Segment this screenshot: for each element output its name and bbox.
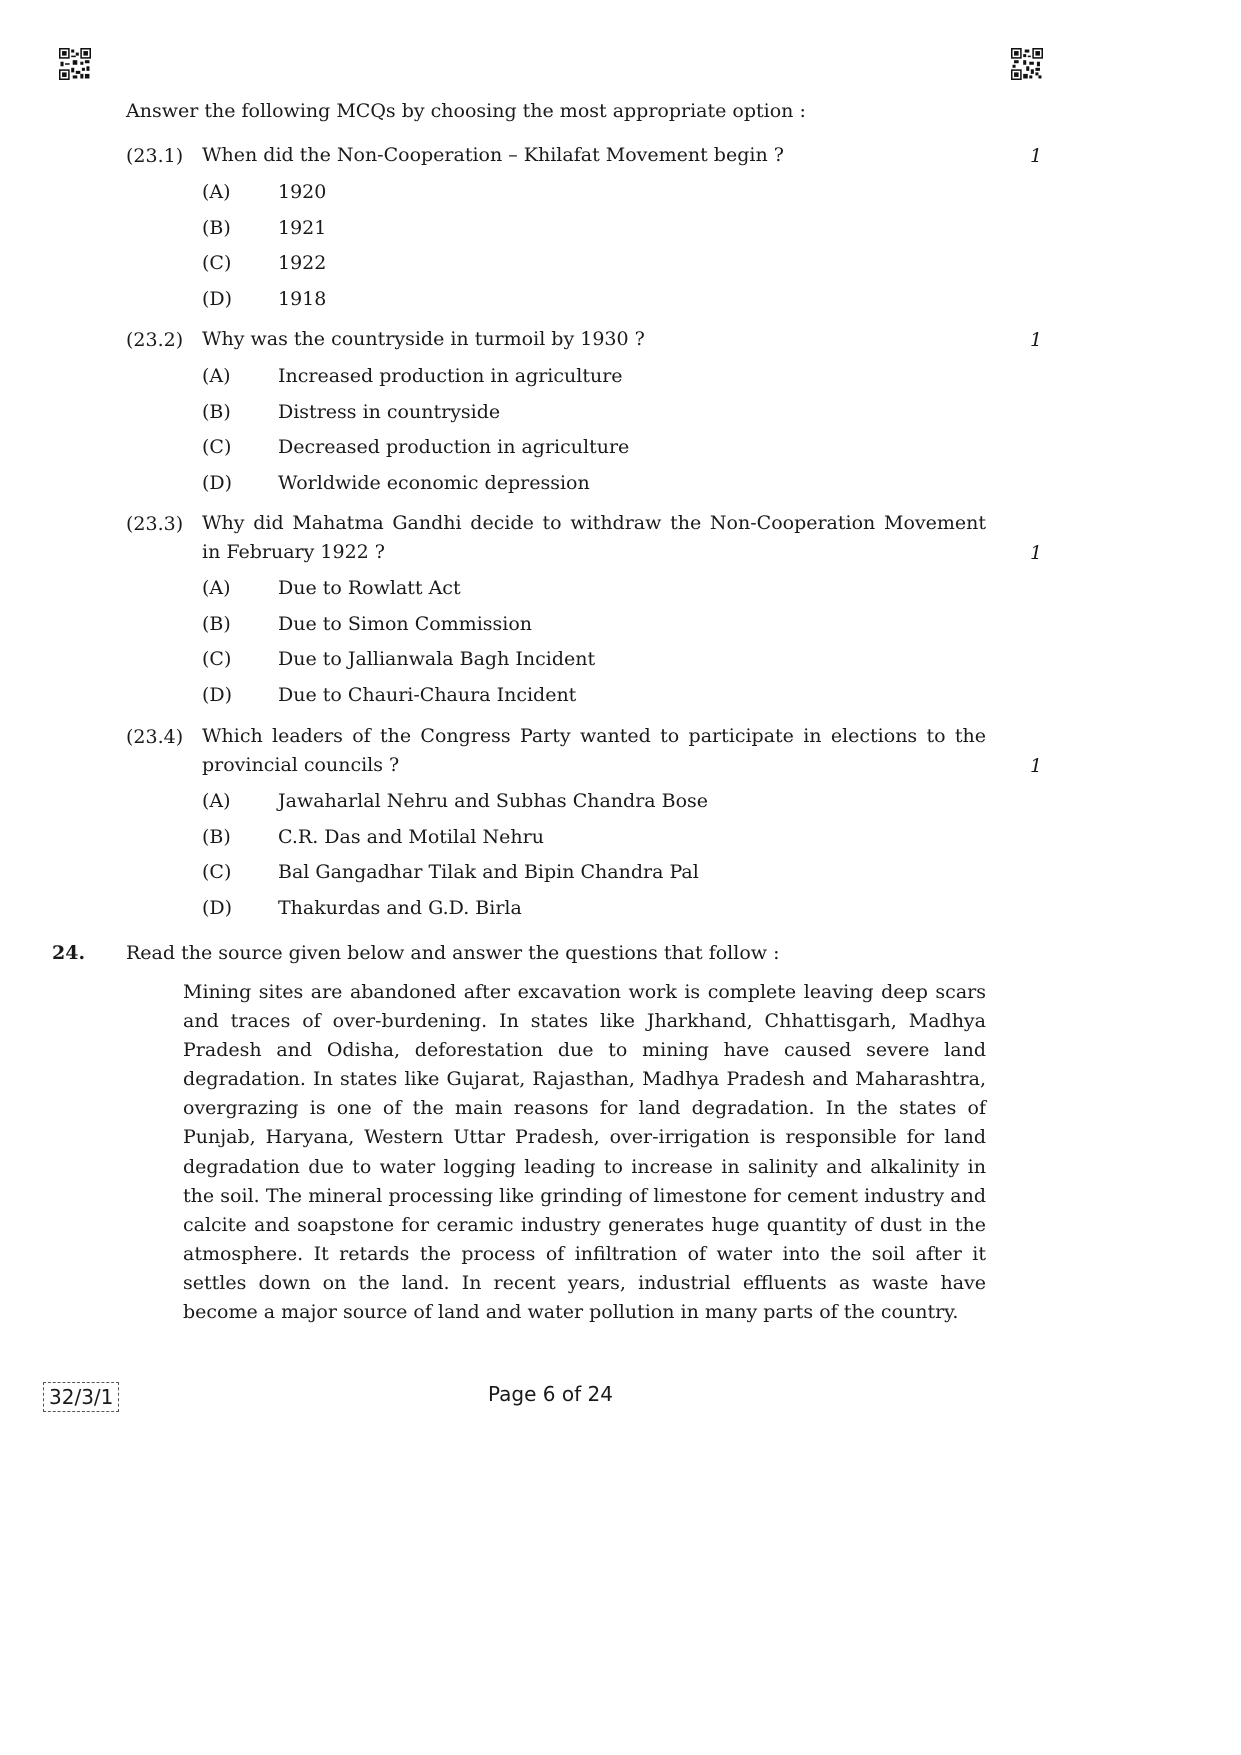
option-letter: (C) xyxy=(202,252,232,274)
option-letter: (B) xyxy=(202,613,231,635)
question-text: Why did Mahatma Gandhi decide to withdraw the Non-Cooperation Movement in February 1922 ? xyxy=(202,512,986,563)
option-text: Due to Jallianwala Bagh Incident xyxy=(278,648,596,670)
question-24-number: 24. xyxy=(52,942,86,964)
instruction-text: Answer the following MCQs by choosing the most appropriate option : xyxy=(126,100,806,122)
question-24-text: Read the source given below and answer the questions that follow : xyxy=(126,942,780,964)
option-text: 1918 xyxy=(278,288,327,310)
option-letter: (C) xyxy=(202,648,232,670)
qr-code-icon xyxy=(59,48,91,80)
option-letter: (C) xyxy=(202,861,232,883)
option-letter: (D) xyxy=(202,684,233,706)
option-letter: (B) xyxy=(202,217,231,239)
option-text: Due to Simon Commission xyxy=(278,613,533,635)
option-text: Worldwide economic depression xyxy=(278,472,590,494)
source-passage: Mining sites are abandoned after excavation work is complete leaving deep scars and traces of over-burdening. In states like Jharkhand, Chhattisgarh, Madhya Pradesh and Odisha, deforestation due to mining have caused severe land degradation. In states like Gujarat, Rajasthan, Madhya Pradesh and Maharashtra, overgrazing is one of the main reasons for land degradation. In the states of Punjab, Haryana, Western Uttar Pradesh, over-irrigation is responsible for land degradation due to water logging leading to increase in salinity and alkalinity in the soil. The mineral processing like grinding of limestone for cement industry and calcite and soapstone for ceramic industry generates huge quantity of dust in the atmosphere. It retards the process of infiltration of water into the soil after it settles down on the land. In recent years, industrial effluents as waste have become a major source of land and water pollution in many parts of the country. xyxy=(183,981,986,1324)
qr-code-icon xyxy=(1011,48,1043,80)
option-letter: (A) xyxy=(202,181,231,203)
option-letter: (A) xyxy=(202,790,231,812)
option-letter: (D) xyxy=(202,472,233,494)
option-letter: (B) xyxy=(202,401,231,423)
question-marks: 1 xyxy=(1030,755,1043,777)
option-letter: (D) xyxy=(202,897,233,919)
question-text: When did the Non-Cooperation – Khilafat Movement begin ? xyxy=(202,144,784,166)
question-number: (23.1) xyxy=(126,145,184,167)
question-number: (23.2) xyxy=(126,329,184,351)
option-text: C.R. Das and Motilal Nehru xyxy=(278,826,544,848)
option-text: 1921 xyxy=(278,217,327,239)
paper-code-box: 32/3/1 xyxy=(43,1382,119,1412)
option-letter: (A) xyxy=(202,577,231,599)
page-number: Page 6 of 24 xyxy=(488,1382,613,1406)
option-letter: (B) xyxy=(202,826,231,848)
question-number: (23.3) xyxy=(126,513,184,535)
option-text: Jawaharlal Nehru and Subhas Chandra Bose xyxy=(278,790,709,812)
option-text: Distress in countryside xyxy=(278,401,501,423)
question-marks: 1 xyxy=(1030,329,1043,351)
question-text: Why was the countryside in turmoil by 1930 ? xyxy=(202,328,645,350)
option-letter: (C) xyxy=(202,436,232,458)
option-text: 1922 xyxy=(278,252,327,274)
option-text: Due to Rowlatt Act xyxy=(278,577,461,599)
option-text: Increased production in agriculture xyxy=(278,365,623,387)
option-text: 1920 xyxy=(278,181,327,203)
option-letter: (A) xyxy=(202,365,231,387)
option-text: Thakurdas and G.D. Birla xyxy=(278,897,522,919)
question-marks: 1 xyxy=(1030,145,1043,167)
question-number: (23.4) xyxy=(126,726,184,748)
option-letter: (D) xyxy=(202,288,233,310)
question-text: Which leaders of the Congress Party wanted to participate in elections to the provincial councils ? xyxy=(202,725,986,776)
question-marks: 1 xyxy=(1030,542,1043,564)
option-text: Due to Chauri-Chaura Incident xyxy=(278,684,577,706)
option-text: Decreased production in agriculture xyxy=(278,436,630,458)
option-text: Bal Gangadhar Tilak and Bipin Chandra Pal xyxy=(278,861,699,883)
